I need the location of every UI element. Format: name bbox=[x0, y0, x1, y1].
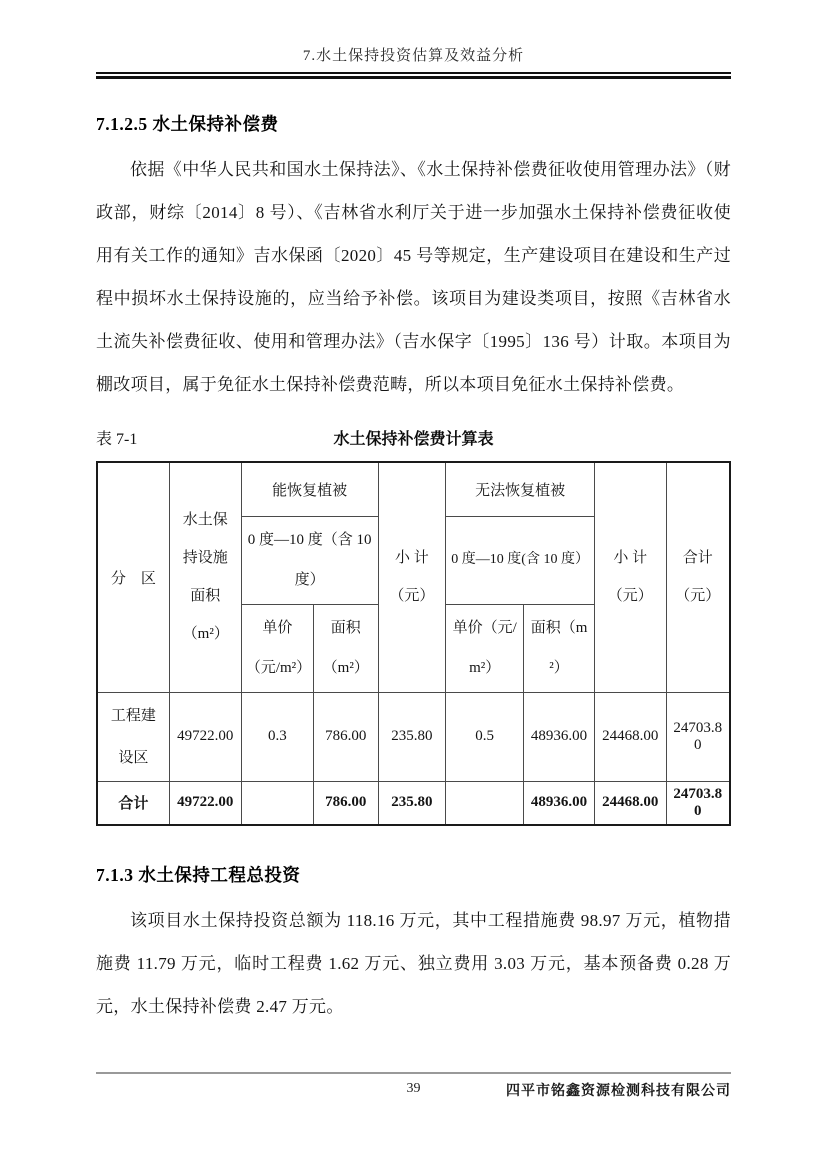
header-cell-recoverable-group: 能恢复植被 bbox=[241, 462, 378, 516]
cell-total: 24703.80 bbox=[666, 692, 730, 781]
header-cell-facility-area: 水土保持设施面积（m²） bbox=[169, 462, 241, 692]
table-caption: 水土保持补偿费计算表 bbox=[333, 431, 494, 448]
header-cell-total: 合计（元） bbox=[666, 462, 730, 692]
total-cell-facility-area: 49722.00 bbox=[169, 781, 241, 825]
page-number: 39 bbox=[406, 1081, 421, 1096]
total-cell-recoverable-area: 786.00 bbox=[313, 781, 378, 825]
header-cell-recoverable-range: 0 度—10 度（含 10 度） bbox=[241, 516, 378, 604]
header-rule bbox=[96, 72, 731, 79]
table-caption-row bbox=[96, 426, 731, 450]
header-cell-unit-price-recoverable: 单价（元/m²） bbox=[241, 604, 313, 692]
header-cell-unrecoverable-group: 无法恢复植被 bbox=[446, 462, 595, 516]
total-cell-unrecoverable-subtotal: 24468.00 bbox=[594, 781, 666, 825]
cell-zone: 工程建设区 bbox=[97, 692, 169, 781]
cell-facility-area: 49722.00 bbox=[169, 692, 241, 781]
total-cell-recoverable-price bbox=[241, 781, 313, 825]
total-cell-recoverable-subtotal: 235.80 bbox=[378, 781, 446, 825]
cell-unrecoverable-price: 0.5 bbox=[446, 692, 524, 781]
header-cell-zone: 分 区 bbox=[97, 462, 169, 692]
page-footer bbox=[96, 1072, 731, 1112]
header-cell-subtotal-recoverable: 小 计（元） bbox=[378, 462, 446, 692]
cell-recoverable-price: 0.3 bbox=[241, 692, 313, 781]
total-cell-unrecoverable-price bbox=[446, 781, 524, 825]
header-cell-subtotal-unrecoverable: 小 计（元） bbox=[594, 462, 666, 692]
cell-unrecoverable-area: 48936.00 bbox=[524, 692, 595, 781]
cell-recoverable-area: 786.00 bbox=[313, 692, 378, 781]
header-cell-area-recoverable: 面积（m²） bbox=[313, 604, 378, 692]
section-heading-713: 7.1.3 水土保持工程总投资 bbox=[96, 865, 301, 885]
header-cell-area-unrecoverable: 面积（m²） bbox=[524, 604, 595, 692]
header-rule-thick-line bbox=[96, 76, 731, 79]
total-cell-zone: 合计 bbox=[97, 781, 169, 825]
header-row-groups bbox=[97, 462, 730, 516]
header-cell-unrecoverable-range: 0 度—10 度(含 10 度） bbox=[446, 516, 595, 604]
total-row bbox=[97, 781, 730, 825]
cell-recoverable-subtotal: 235.80 bbox=[378, 692, 446, 781]
footer-company-name: 四平市铭鑫资源检测科技有限公司 bbox=[506, 1084, 731, 1099]
data-row-construction-zone bbox=[97, 692, 730, 781]
total-cell-unrecoverable-area: 48936.00 bbox=[524, 781, 595, 825]
compensation-calculation-table bbox=[96, 461, 731, 826]
header-cell-unit-price-unrecoverable: 单价（元/m²） bbox=[446, 604, 524, 692]
table-label: 表 7-1 bbox=[96, 431, 138, 448]
running-header-title: 7.水土保持投资估算及效益分析 bbox=[302, 48, 525, 64]
paragraph-total-investment: 该项目水土保持投资总额为 118.16 万元，其中工程措施费 98.97 万元，植物措施费 11.79 万元，临时工程费 1.62 万元、独立费用 3.03 万元，基本预备费 0.28 万元，水土保持补偿费 2.47 万元。 bbox=[96, 911, 731, 1016]
paragraph-compensation-basis: 依据《中华人民共和国水土保持法》、《水土保持补偿费征收使用管理办法》（财政部，财综〔2014〕8 号）、《吉林省水利厅关于进一步加强水土保持补偿费征收使用有关工作的通知》吉水保函〔2020〕45 号等规定，生产建设项目在建设和生产过程中损坏水土保持设施的，应当给予补偿。该项目为建设类项目，按照《吉林省水土流失补偿费征收、使用和管理办法》（吉水保字〔1995〕136 号）计取。本项目为棚改项目，属于免征水土保持补偿费范畴，所以本项目免征水土保持补偿费。 bbox=[96, 160, 731, 394]
total-cell-total: 24703.80 bbox=[666, 781, 730, 825]
section-heading-7125: 7.1.2.5 水土保持补偿费 bbox=[96, 114, 279, 134]
cell-unrecoverable-subtotal: 24468.00 bbox=[594, 692, 666, 781]
